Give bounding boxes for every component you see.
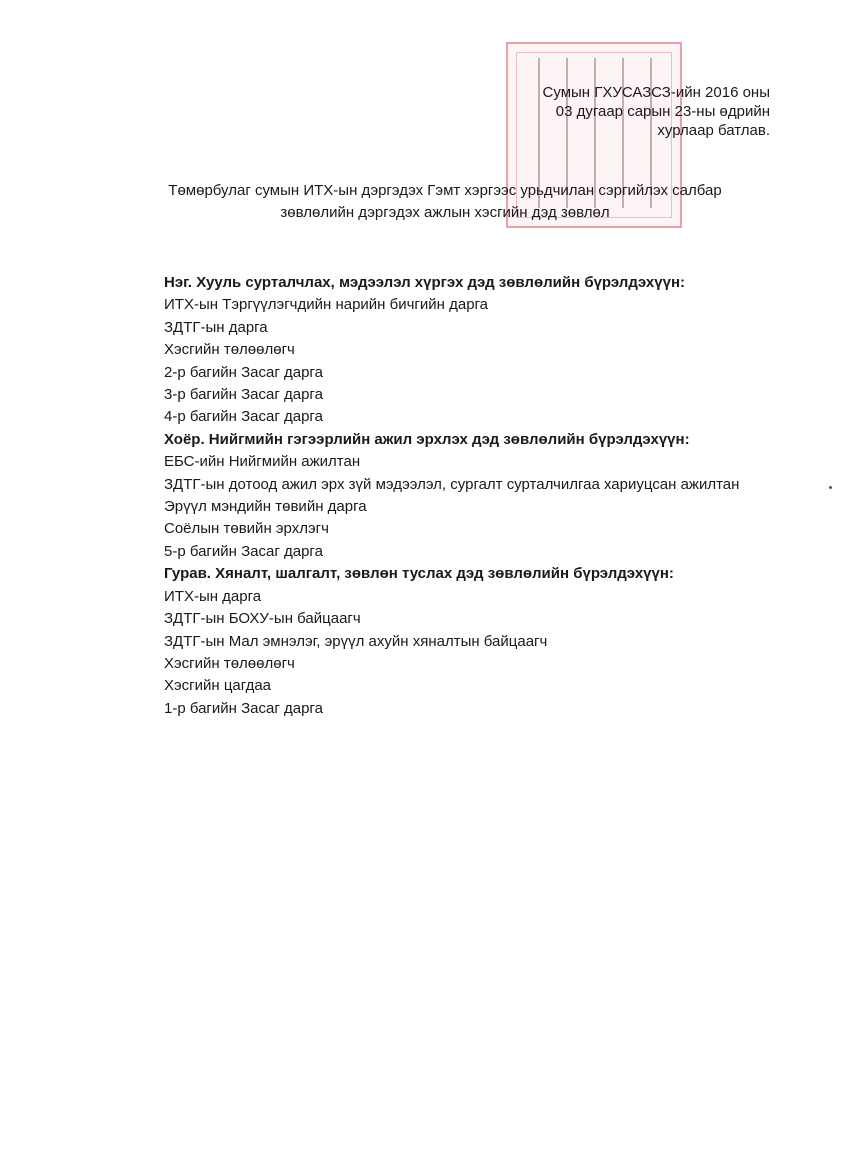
member-item: Хэсгийн цагдаа xyxy=(164,677,272,695)
document-body xyxy=(126,272,774,720)
member-item: 4-р багийн Засаг дарга xyxy=(164,408,323,426)
member-item: ИТХ-ын Тэргүүлэгчдийн нарийн бичгийн дарга xyxy=(164,296,489,314)
document-title xyxy=(100,180,790,224)
member-item: Соёлын төвийн эрхлэгч xyxy=(164,520,329,538)
member-item: 1-р багийн Засаг дарга xyxy=(164,699,323,717)
section-heading: Хоёр. Нийгмийн гэгээрлийн ажил эрхлэх дэд зөвлөлийн бүрэлдэхүүн: xyxy=(164,430,690,448)
approval-line: 03 дугаар сарын 23-ны өдрийн xyxy=(555,103,770,120)
scan-speck xyxy=(829,486,832,489)
member-item: ЗДТГ-ын дотоод ажил эрх зүй мэдээлэл, сургалт сурталчилгаа хариуцсан ажилтан xyxy=(164,475,740,493)
approval-line: хурлаар батлав. xyxy=(657,122,770,139)
title-line: Төмөрбулаг сумын ИТХ-ын дэргэдэх Гэмт хэргээс урьдчилан сэргийлэх салбар xyxy=(168,182,722,199)
member-item: Эрүүл мэндийн төвийн дарга xyxy=(164,498,367,516)
section-heading: Гурав. Хяналт, шалгалт, зөвлөн туслах дэд зөвлөлийн бүрэлдэхүүн: xyxy=(164,565,674,583)
member-item: ЕБС-ийн Нийгмийн ажилтан xyxy=(164,453,361,471)
member-item: Хэсгийн төлөөлөгч xyxy=(164,341,295,359)
member-item: 5-р багийн Засаг дарга xyxy=(164,542,323,560)
member-item: ЗДТГ-ын Мал эмнэлэг, эрүүл ахуйн хяналтын байцаагч xyxy=(164,632,548,650)
member-item: ЗДТГ-ын дарга xyxy=(164,318,268,336)
approval-note xyxy=(543,83,770,140)
approval-line: Сумын ГХУСАЗСЗ-ийн 2016 оны xyxy=(542,84,770,101)
title-line: зөвлөлийн дэргэдэх ажлын хэсгийн дэд зөвлөл xyxy=(280,204,610,221)
member-item: 3-р багийн Засаг дарга xyxy=(164,386,323,404)
member-item: ЗДТГ-ын БОХУ-ын байцаагч xyxy=(164,610,361,628)
member-item: ИТХ-ын дарга xyxy=(164,587,262,605)
member-item: Хэсгийн төлөөлөгч xyxy=(164,654,295,672)
section-heading: Нэг. Хууль сурталчлах, мэдээлэл хүргэх дэд зөвлөлийн бүрэлдэхүүн: xyxy=(164,274,686,291)
member-item: 2-р багийн Засаг дарга xyxy=(164,363,323,381)
